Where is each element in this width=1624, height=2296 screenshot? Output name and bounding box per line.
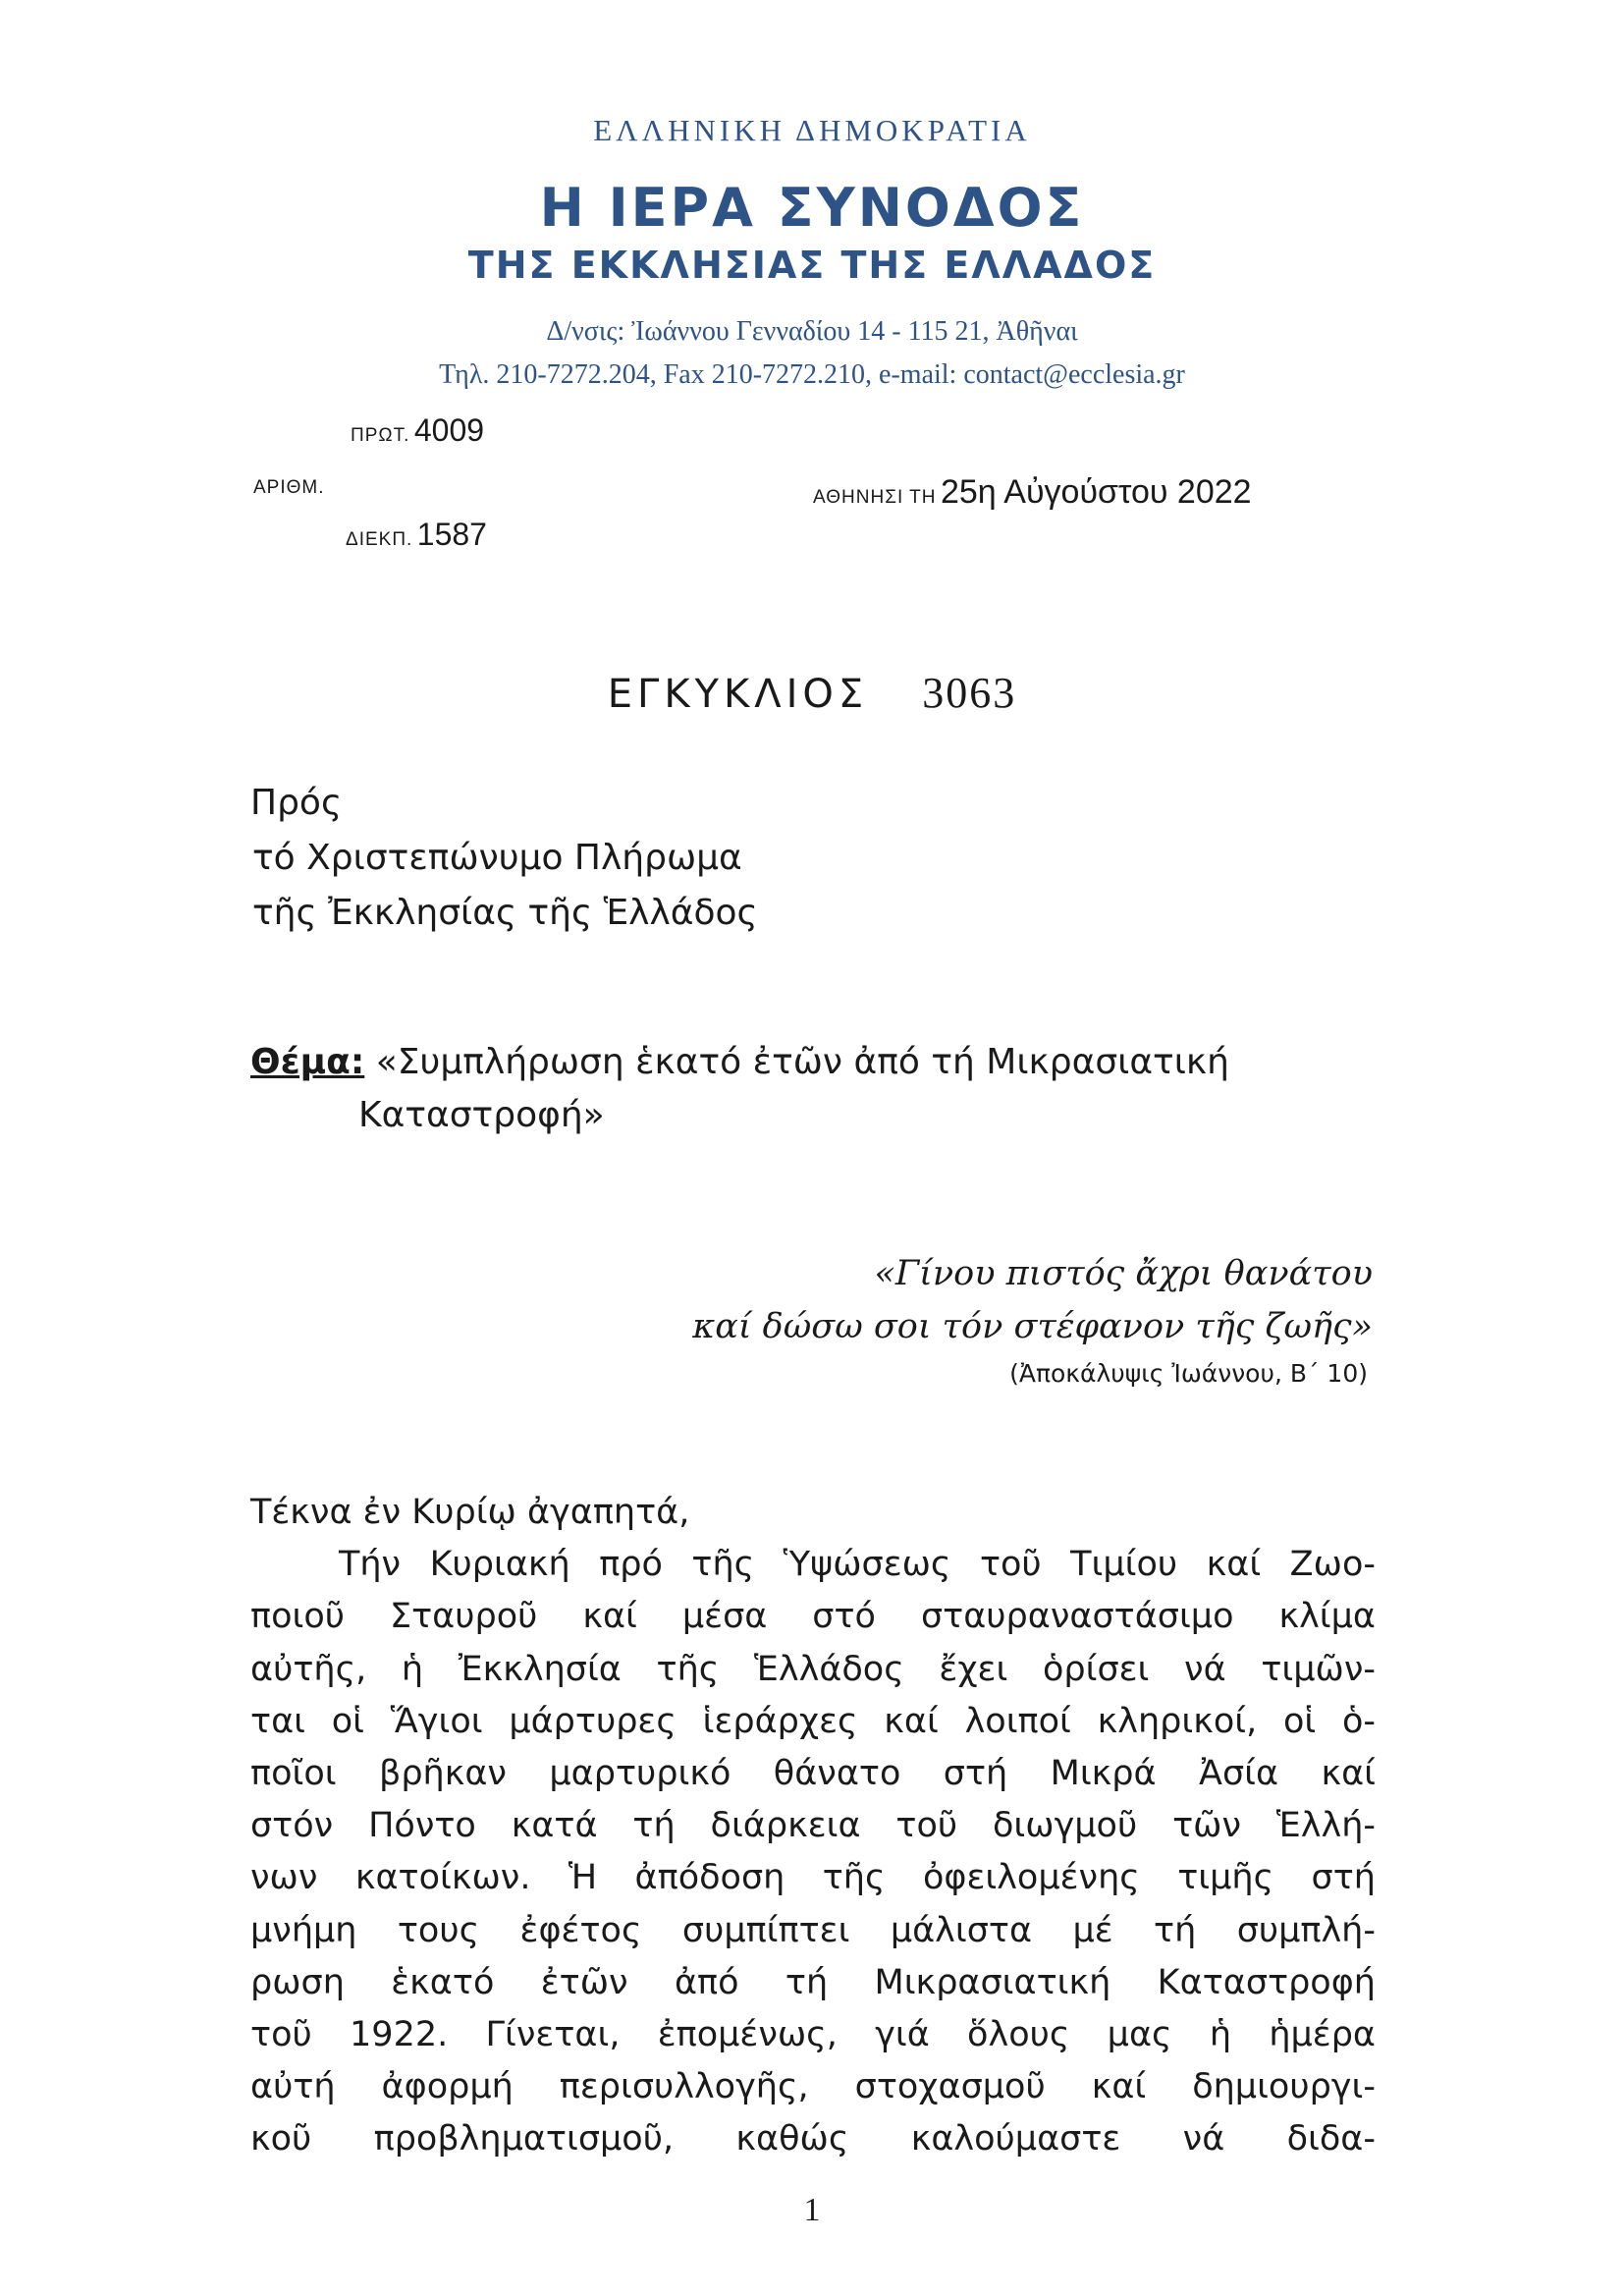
body-line: Τήν Κυριακή πρό τῆς Ὑψώσεως τοῦ Τιμίου καί Ζωο- bbox=[339, 1545, 1376, 1585]
diekp-value: 1587 bbox=[416, 517, 487, 552]
addressee-line: τό Χριστεπώνυμο Πλήρωμα bbox=[252, 838, 742, 878]
letterhead bbox=[0, 110, 1624, 393]
date-value: 25η Αὐγούστου 2022 bbox=[940, 473, 1252, 511]
letterhead-title: Η ΙΕΡΑ ΣΥΝΟΔΟΣ bbox=[539, 177, 1085, 239]
document-date bbox=[813, 473, 1252, 512]
encyclical-heading bbox=[0, 668, 1624, 718]
epigraph-source: (Ἀποκάλυψις Ἰωάννου, Β΄ 10) bbox=[1009, 1359, 1368, 1388]
diekp-number bbox=[346, 517, 487, 553]
addressee-line: Πρός bbox=[250, 783, 343, 823]
body-line: στόν Πόντο κατά τή διάρκεια τοῦ διωγμοῦ τῶν Ἑλλή- bbox=[250, 1806, 1376, 1846]
arithm-label: ΑΡΙΘΜ. bbox=[253, 477, 325, 498]
letterhead-contact: Τηλ. 210-7272.204, Fax 210-7272.210, e-mail: contact@ecclesia.gr bbox=[439, 359, 1185, 390]
body-text bbox=[250, 1487, 1376, 2166]
addressee-line: τῆς Ἐκκλησίας τῆς Ἑλλάδος bbox=[252, 893, 758, 933]
body-line: αὐτῆς, ἡ Ἐκκλησία τῆς Ἑλλάδος ἔχει ὁρίσει νά τιμῶν- bbox=[250, 1649, 1376, 1689]
letterhead-country: ΕΛΛΗΝΙΚΗ ΔΗΜΟΚΡΑΤΙΑ bbox=[593, 113, 1031, 147]
body-line: μνήμη τους ἐφέτος συμπίπτει μάλιστα μέ τή συμπλή- bbox=[250, 1910, 1376, 1950]
arithm-label-block bbox=[253, 477, 325, 499]
addressee bbox=[250, 776, 758, 941]
body-line: αὐτή ἀφορμή περισυλλογῆς, στοχασμοῦ καί δημιουργι- bbox=[250, 2067, 1376, 2107]
subject-text: «Συμπλήρωση ἑκατό ἐτῶν ἀπό τή Μικρασιατική bbox=[375, 1042, 1229, 1082]
protocol-number bbox=[351, 412, 484, 449]
date-label: ΑΘΗΝΗΣΙ ΤΗ bbox=[813, 487, 937, 508]
letterhead-address: Δ/νσις: Ἰωάννου Γενναδίου 14 - 115 21, Ἀθῆναι bbox=[546, 316, 1078, 347]
body-line: ται οἱ Ἅγιοι μάρτυρες ἱεράρχες καί λοιποί κληρικοί, οἱ ὁ- bbox=[250, 1701, 1376, 1741]
body-line: ποῖοι βρῆκαν μαρτυρικό θάνατο στή Μικρά Ἀσία καί bbox=[250, 1754, 1376, 1794]
epigraph-line: καί δώσω σοι τόν στέφανον τῆς ζωῆς» bbox=[692, 1307, 1373, 1346]
body-line: ρωση ἑκατό ἐτῶν ἀπό τή Μικρασιατική Καταστροφή bbox=[250, 1962, 1376, 2002]
subject-line: Καταστροφή» bbox=[358, 1095, 605, 1135]
encyclical-word: ΕΓΚΥΚΛΙΟΣ bbox=[607, 672, 869, 717]
body-greeting: Τέκνα ἐν Κυρίῳ ἀγαπητά, bbox=[250, 1493, 690, 1532]
body-line: κοῦ προβληματισμοῦ, καθώς καλούμαστε νά διδα- bbox=[250, 2119, 1376, 2159]
body-line: ποιοῦ Σταυροῦ καί μέσα στό σταυραναστάσιμο κλίμα bbox=[250, 1597, 1376, 1637]
letterhead-subtitle: ΤΗΣ ΕΚΚΛΗΣΙΑΣ ΤΗΣ ΕΛΛΑΔΟΣ bbox=[467, 244, 1157, 287]
diekp-label: ΔΙΕΚΠ. bbox=[346, 529, 413, 550]
protocol-label: ΠΡΩΤ. bbox=[351, 425, 410, 446]
page-number: 1 bbox=[803, 2192, 821, 2228]
body-line: τοῦ 1922. Γίνεται, ἐπομένως, γιά ὅλους μας ἡ ἡμέρα bbox=[250, 2015, 1376, 2055]
subject-line bbox=[250, 1036, 1380, 1089]
body-line: νων κατοίκων. Ἡ ἀπόδοση τῆς ὀφειλομένης τιμῆς στή bbox=[250, 1858, 1376, 1898]
encyclical-number: 3063 bbox=[922, 669, 1017, 717]
subject-label: Θέμα: bbox=[250, 1042, 365, 1082]
epigraph bbox=[692, 1247, 1373, 1394]
subject bbox=[250, 1036, 1380, 1142]
epigraph-line: «Γίνου πιστός ἄχρι θανάτου bbox=[874, 1254, 1373, 1293]
protocol-value: 4009 bbox=[413, 412, 485, 448]
